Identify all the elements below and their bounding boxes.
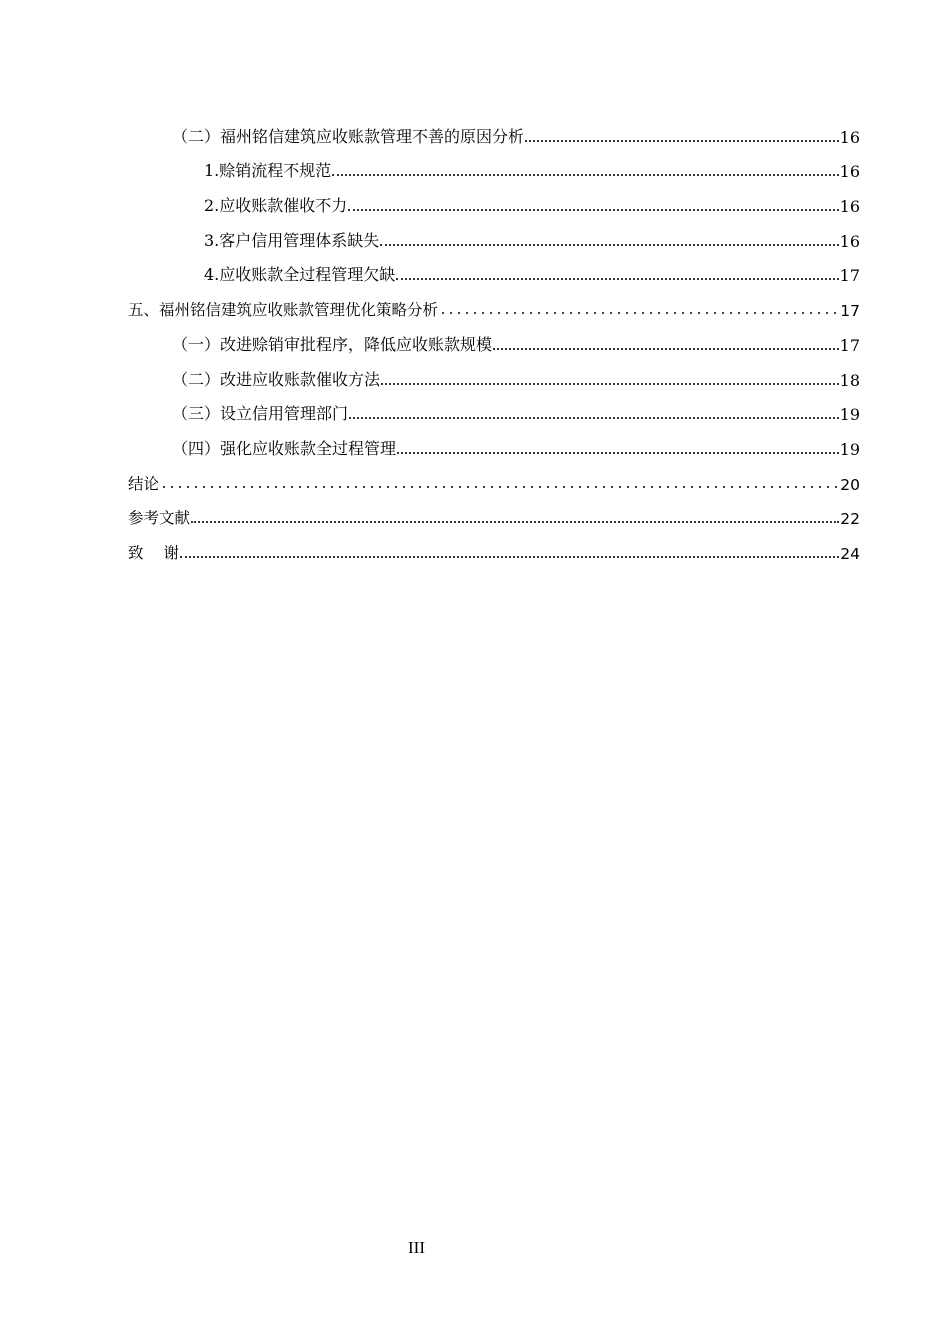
toc-entry-title: 结论 (128, 474, 160, 493)
dot-leader (349, 417, 839, 419)
dot-leader (396, 278, 838, 280)
toc-entry-page: 17 (839, 335, 860, 355)
toc-entry-page: 18 (839, 370, 860, 390)
toc-entry-title: 1.赊销流程不规范 (204, 161, 332, 181)
toc-entry-title: 2.应收账款催收不力 (204, 196, 348, 216)
dot-leader (525, 140, 839, 142)
toc-entry[interactable] (128, 355, 860, 390)
dot-leader (180, 556, 839, 558)
toc-entry[interactable] (128, 251, 860, 286)
toc-entry-page: 17 (839, 266, 860, 286)
toc-entry-page: 16 (839, 231, 860, 251)
toc-entry-title: （二）福州铭信建筑应收账款管理不善的原因分析 (172, 126, 525, 146)
toc-entry[interactable] (128, 147, 860, 182)
dot-leader (439, 312, 839, 314)
toc-entry-title: （三）设立信用管理部门 (172, 404, 349, 424)
toc-entry-page: 16 (839, 197, 860, 217)
toc-entry-page: 24 (840, 544, 860, 563)
toc-entry-title: 4.应收账款全过程管理欠缺 (204, 265, 396, 285)
toc-entry-title: （一）改进赊销审批程序，降低应收账款规模 (172, 334, 493, 354)
dot-leader (381, 383, 839, 385)
toc-entry-chapter[interactable] (128, 494, 860, 529)
toc-entry[interactable] (128, 320, 860, 355)
toc-title-part: 致 (128, 543, 144, 562)
toc-entry-page: 16 (839, 127, 860, 147)
toc-entry[interactable] (128, 216, 860, 251)
toc-entry-chapter[interactable] (128, 528, 860, 563)
toc-entry-page: 22 (840, 510, 860, 529)
toc-entry[interactable] (128, 390, 860, 425)
toc-entry-title: 五、福州铭信建筑应收账款管理优化策略分析 (128, 301, 439, 320)
toc-entry[interactable] (128, 181, 860, 216)
toc-entry-title: 3.客户信用管理体系缺失 (204, 230, 380, 250)
toc-entry-chapter[interactable] (128, 459, 860, 494)
dot-leader (397, 452, 839, 454)
toc-entry-page: 20 (840, 475, 860, 494)
dot-leader (332, 174, 838, 176)
toc-entry[interactable] (128, 424, 860, 459)
toc-title-part: 谢 (163, 543, 180, 562)
dot-leader (380, 244, 838, 246)
dot-leader (493, 348, 839, 350)
toc-entry[interactable] (128, 112, 860, 147)
toc-entry-page: 19 (839, 405, 860, 425)
toc-entry-page: 16 (839, 162, 860, 182)
toc-entry-page: 17 (840, 302, 860, 321)
toc-entry-title (128, 541, 179, 563)
toc-entry-title: （二）改进应收账款催收方法 (172, 369, 381, 389)
toc-entry-title: （四）强化应收账款全过程管理 (172, 438, 397, 458)
page-number-footer: III (408, 1238, 425, 1257)
dot-leader (160, 486, 839, 488)
dot-leader (348, 209, 838, 211)
toc-entry-page: 19 (839, 439, 860, 459)
toc-entry-chapter[interactable] (128, 285, 860, 320)
dot-leader (191, 521, 839, 523)
table-of-contents (128, 112, 860, 563)
toc-entry-title: 参考文献 (128, 509, 191, 528)
